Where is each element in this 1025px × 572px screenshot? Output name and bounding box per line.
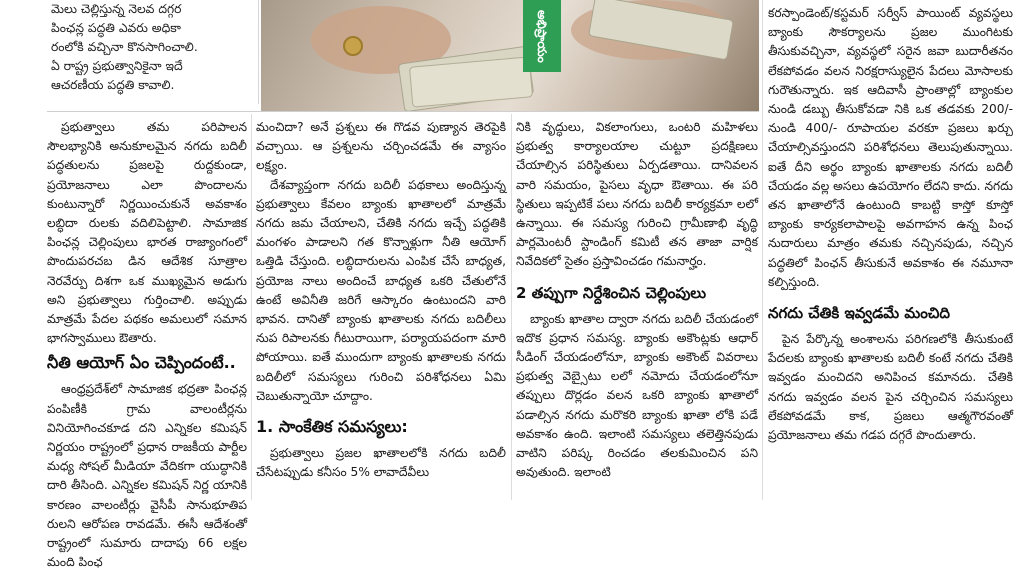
- article-column-3: [516, 118, 758, 482]
- article-column-1: [47, 118, 247, 572]
- section-heading: నగదు చేతికి ఇవ్వడమే మంచిది: [768, 304, 950, 323]
- paragraph: మంచిదా? అనే ప్రశ్నలు ఈ గొడవ పుణ్యాన తెరపైకి వచ్చాయి. ఆ ప్రశ్నలను చర్చించడమే ఈ వ్యాసం లక్ష్యం.: [256, 120, 506, 173]
- callout-line: రంలోకి వచ్చినా కొనసాగించాలి.: [51, 40, 198, 54]
- section-heading: 2 తప్పుగా నిర్దేశించిన చెల్లింపులు: [516, 283, 707, 302]
- paragraph: ఆంధ్రప్రదేశ్‌లో సామాజిక భద్రతా పింఛన్ల పంపిణీకి గ్రామ వాలంటీర్లను వినియోగించకూడ దని ఎన్నికల కమిషన్ నిర్ణయం రాష్ట్రంలో ప్రధాన రాజకీయ పార్టీల మధ్య సోషల్ మీడియా వేదికగా యుద్ధానికి దారి తీసింది. ఎన్నికల కమిషన్ నిర్ణ యానికి కారణం వాలంటీర్లు వైసీపీ సానుభూతిప రులని ఆరోపణ రావడమే. ఈసీ ఆదేశంతో రాష్ట్రంలో సుమారు దాదాపు 66 లక్షల మంది పింఛ: [47, 382, 247, 570]
- column-divider: [511, 114, 512, 500]
- article-column-2: [256, 118, 506, 482]
- paragraph: నికి వృద్ధులు, వికలాంగులు, ఒంటరి మహిళలు ప్రభుత్వ కార్యాలయాల చుట్టూ ప్రదక్షిణలు చేయాల్సిన పరిస్థితులు ఏర్పడతాయి. దానివలన వారి సమయం, పైసలు వృధా ఔతాయి. ఈ పరి స్థితులు ఇప్పటికే పలు నగదు బదిలీ కార్యక్రమా లలో ఉన్నాయి. ఈ సమస్య గురించి గ్రామీణాభి వృద్ధి పార్లమెంటరీ స్టాండింగ్ కమిటీ తన తాజా వార్షిక నివేదికలో సైతం ప్రస్తావించడం గమనార్హం.: [516, 120, 758, 269]
- hands-with-currency-illustration: [261, 0, 759, 111]
- paragraph: ప్రభుత్వాలు తమ పరిపాలన సౌలభ్యానికి అనుకూలమైన నగదు బదిలీ పద్ధతులను ప్రజలపై రుద్దకుండా, ప్రయోజనాలు ఎలా పొందాలను కుంటున్నారో నిర్ణయించుకునే అవకాశం లబ్ధిదా రులకు వదిలిపెట్టాలి. సామాజిక పింఛన్ల చెల్లింపులు భారత రాజ్యాంగంలో పొందుపరచబ డిన ఆదేశిక సూత్రాల నెరవేర్పు దిశగా ఒక ముఖ్యమైన అడుగు అని ప్రభుత్వాలు గుర్తించాలి. అప్పుడు మాత్రమే పేదల పథకం అమలులో సమాన భాగస్వాములు ఔతారు.: [47, 120, 247, 346]
- pull-quote-callout: [47, 0, 259, 104]
- section-heading: నీతి ఆయోగ్ ఏం చెప్పిందంటే..: [47, 353, 236, 373]
- article-photo: [261, 0, 759, 111]
- callout-line: పింఛన్ల పద్ధతి ఎవరు అధికా: [51, 21, 181, 35]
- column-divider: [762, 0, 763, 500]
- column-divider: [251, 114, 252, 500]
- section-heading: 1. సాంకేతిక సమస్యలు:: [256, 417, 408, 437]
- callout-line: ఆచరణీయ పద్ధతి కావాలి.: [51, 78, 175, 92]
- paragraph: పైన పేర్కొన్న అంశాలను పరిగణలోకి తీసుకుంటే పేదలకు బ్యాంకు ఖాతాలకు బదిలీ కంటే నగదు చేతికి ఇవ్వడం మంచిదని అనిపించ కమానదు. చేతికి నగదు ఇవ్వడం వలన పైన చర్చించిన సమస్యలు లేకపోవడమే కాక, ప్రజలు ఆత్మగౌరవంతో ప్రయోజనాలు తమ గడప దగ్గరే పొందుతారు.: [768, 332, 1013, 443]
- paragraph: బ్యాంకు ఖాతాల ద్వారా నగదు బదిలీ చేయడంలో ఇదొక ప్రధాన సమస్య. బ్యాంకు అకౌంట్లకు ఆధార్ సీడింగ్ చేయడంలోనూ, బ్యాంకు అకౌంట్ వివరాలు ప్రభుత్వ వెబ్సైటు లలో నమోదు చేయడంలోనూ తప్పులు దొర్లడం వలన ఒకరి బ్యాంకు ఖాతాలో పడాల్సిన నగదు మరొకరి బ్యాంకు ఖాతా లోకి పడే అవకాశం ఉంది. ఇలాంటి సమస్యలు తలెత్తినపుడు వాటిని పరిష్క రించడం తలకుమించిన పని అవుతుంది. ఇలాంటి: [516, 311, 758, 480]
- paragraph: ప్రభుత్వాలు ప్రజల ఖాతాలలోకి నగదు బదిలీ చేసేటప్పుడు కనీసం 5% లావాదేవీలు: [256, 446, 506, 480]
- callout-line: ఏ రాష్ట్ర ప్రభుత్వానికైనా ఇదే: [51, 59, 183, 73]
- section-tab-label: అభిప్రాయం: [523, 0, 561, 72]
- callout-line: మెలు చెల్లిస్తున్న నెలవ దగ్గర: [51, 2, 182, 16]
- paragraph: కరస్పాండెంట్/కస్టమర్ సర్వీస్ పాయింట్ వ్యవస్థలు బ్యాంకు సౌకర్యాలను ప్రజల ముంగిటకు తీసుకువచ్చినా, వ్యవస్థలో సరైన జవా బుదారీతనం లేకపోవడం వలన నిరక్షరాస్యులైన పేదలు మోసాలకు గురౌతున్నారు. ఇక ఆదివాసీ ప్రాంతాల్లో బ్యాంకుల నుండి డబ్బు తీసుకోవడా నికి ఒక తడవకు 200/- నుండి 400/- రూపాయల వరకూ ప్రజలు ఖర్చు చేయాల్సివస్తుందని పరిశోధనలు తెలుపుతున్నాయి. ఐతే దీని అర్థం బ్యాంకు ఖాతాలకు నగదు బదిలీ చేయడం వల్ల అసలు ఉపయోగం లేదని కాదు. నగదు తన ఖాతాలోనే ఉంటుంది కాబట్టి కాస్తో కూస్తో బ్యాంకు కార్యకలాపాలపై అవగాహన ఉన్న పింఛ నుదారులు మాత్రం తమకు నచ్చినపుడు, నచ్చిన పద్ధతిలో పింఛన్ తీసుకునే అవకాశం ఈ నమూనా కల్పిస్తుంది.: [768, 6, 1013, 289]
- divider: [47, 111, 759, 112]
- paragraph: దేశవ్యాప్తంగా నగదు బదిలీ పథకాలు అందిస్తున్న ప్రభుత్వాలు కేవలం బ్యాంకు ఖాతాలలో మాత్రమే నగదు జమ చేయాలని, చేతికి నగదు ఇచ్చే పద్ధతికి మంగళం పాడాలని గత కొన్నాళ్లుగా నీతి ఆయోగ్ ఒత్తిడి చేస్తుంది. లబ్ధిదారులను ఎంపిక చేసే బాధ్యత, ప్రయోజ నాలు అందించే బాధ్యత ఒకరి చేతులోనే ఉంటే అవినీతి జరిగే ఆస్కారం ఉంటుందని వారి భావన. దానితో బ్యాంకు ఖాతాలకు నగదు బదిలీలు నుప రిపాలనకు గీటురాయిగా, పర్యాయపదంగా మారి పోయాయి. ఐతే ముందుగా బ్యాంకు ఖాతాలకు నగదు బదిలీలో సమస్యలు గురించి పరిశోధనలు ఏమి చెబుతున్నాయో చూద్దాం.: [256, 177, 506, 403]
- article-column-4: [768, 4, 1013, 445]
